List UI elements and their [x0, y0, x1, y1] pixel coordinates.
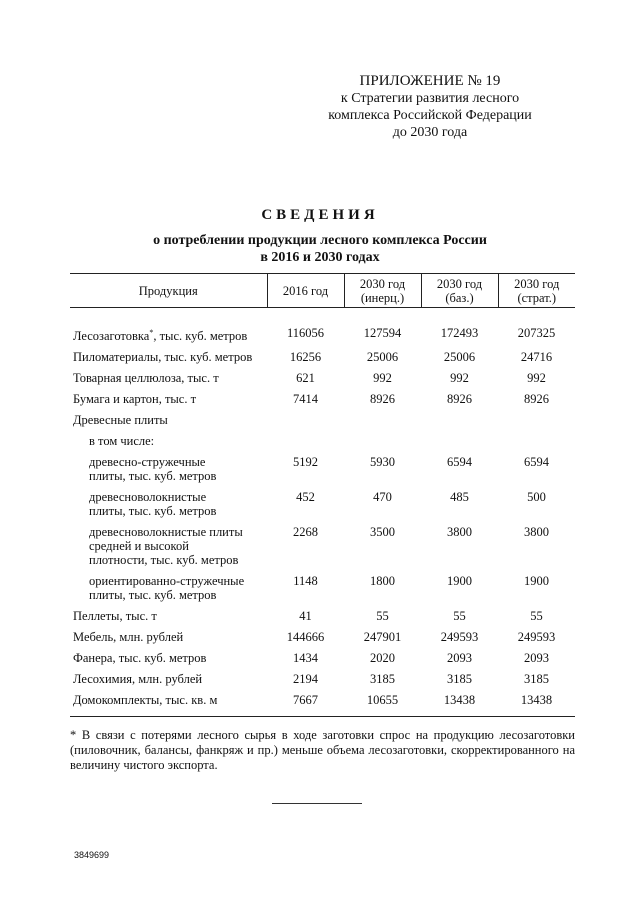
cell-2030-strategic: 2093 [524, 651, 549, 666]
footnote: * В связи с потерями лесного сырья в ходе заготовки спрос на продукцию лесозаготовки (пиловочник, балансы, фанкряж и пр.) меньше объема лесозаготовки, скорректированного на величину чистого экспорта. [70, 728, 575, 772]
cell-2016: 2194 [293, 672, 318, 687]
cell-2030-inertial: 55 [376, 609, 389, 624]
col-header-2030-strategic: 2030 год (страт.) [498, 274, 575, 308]
row-label: древесноволокнистые плиты, тыс. куб. метров [89, 490, 217, 519]
cell-2030-base: 3800 [447, 525, 472, 540]
row-label: Пиломатериалы, тыс. куб. метров [73, 350, 253, 365]
table-row [70, 522, 575, 571]
cell-2030-base: 249593 [440, 630, 479, 645]
cell-2016: 7667 [267, 690, 344, 717]
cell-2030-inertial: 3500 [370, 525, 395, 540]
cell-2016: 621 [296, 371, 315, 386]
table-row [70, 648, 575, 669]
footnote-mark: * [149, 328, 154, 337]
cell-2030-strategic: 8926 [524, 392, 549, 407]
cell-2030-inertial: 2020 [370, 651, 395, 666]
row-label: Лесозаготовка*, тыс. куб. метров [73, 328, 248, 344]
cell-2016: 144666 [286, 630, 325, 645]
row-label: Мебель, млн. рублей [73, 630, 184, 645]
col-header-product: Продукция [70, 274, 267, 308]
row-label: Древесные плиты [73, 413, 168, 428]
subtitle-line-2: в 2016 и 2030 годах [260, 250, 380, 265]
cell-2030-inertial: 247901 [363, 630, 402, 645]
row-label: Домокомплекты, тыс. кв. м [70, 690, 267, 717]
cell-2030-base: 25006 [443, 350, 476, 365]
table-row [70, 323, 575, 347]
cell-2030-base: 992 [450, 371, 469, 386]
cell-2030-inertial: 470 [373, 490, 392, 505]
cell-2016: 1434 [293, 651, 318, 666]
cell-2030-base: 485 [450, 490, 469, 505]
table-row [70, 669, 575, 690]
appendix-header [300, 73, 560, 141]
row-label: ориентированно-стружечные плиты, тыс. куб. метров [89, 574, 245, 603]
cell-2030-inertial: 5930 [370, 455, 395, 470]
table-row [70, 487, 575, 522]
cell-2016: 1148 [293, 574, 318, 589]
cell-2030-strategic: 207325 [517, 326, 556, 340]
appendix-line-3: комплекса Российской Федерации [328, 108, 532, 123]
cell-2030-base: 55 [453, 609, 466, 624]
cell-2030-inertial: 127594 [363, 326, 402, 340]
cell-2030-strategic: 249593 [517, 630, 556, 645]
table-row [70, 571, 575, 606]
table-row [70, 606, 575, 627]
document-number: 3849699 [74, 850, 110, 860]
table-row [70, 431, 575, 452]
table-row [70, 627, 575, 648]
cell-2016: 452 [296, 490, 315, 505]
cell-2030-base: 8926 [447, 392, 472, 407]
cell-2030-inertial: 8926 [370, 392, 395, 407]
table-row [70, 368, 575, 389]
appendix-line-2: к Стратегии развития лесного [340, 91, 520, 106]
row-label: древесно-стружечные плиты, тыс. куб. метров [89, 455, 217, 484]
document-subtitle [0, 232, 640, 266]
cell-2030-base: 1900 [447, 574, 472, 589]
row-label: Товарная целлюлоза, тыс. т [73, 371, 219, 386]
cell-2016: 41 [299, 609, 312, 624]
cell-2030-strategic: 992 [527, 371, 546, 386]
cell-2030-strategic: 500 [527, 490, 546, 505]
cell-2030-base: 2093 [447, 651, 472, 666]
cell-2030-inertial: 25006 [366, 350, 399, 365]
end-divider [272, 803, 362, 804]
table-row [70, 690, 575, 717]
cell-2030-base: 13438 [421, 690, 498, 717]
table-header-row [70, 274, 575, 308]
appendix-line-4: до 2030 года [392, 125, 468, 140]
cell-2030-inertial: 1800 [370, 574, 395, 589]
row-label: древесноволокнистые плиты средней и высокой плотности, тыс. куб. метров [89, 525, 243, 568]
row-sublabel: в том числе: [89, 434, 155, 449]
col-header-2030-base: 2030 год (баз.) [421, 274, 498, 308]
cell-2016: 5192 [293, 455, 318, 470]
table-row [70, 410, 575, 431]
cell-2030-strategic: 1900 [524, 574, 549, 589]
row-label: Фанера, тыс. куб. метров [73, 651, 207, 666]
cell-2030-base: 172493 [440, 326, 479, 340]
table-row [70, 389, 575, 410]
row-label: Пеллеты, тыс. т [73, 609, 157, 624]
subtitle-line-1: о потреблении продукции лесного комплекса России [153, 233, 487, 248]
cell-2030-inertial: 3185 [370, 672, 395, 687]
cell-2030-strategic: 3185 [524, 672, 549, 687]
document-title: СВЕДЕНИЯ [261, 207, 379, 223]
cell-2016: 16256 [289, 350, 322, 365]
cell-2016: 116056 [286, 326, 325, 340]
cell-2030-strategic: 13438 [498, 690, 575, 717]
table-row [70, 347, 575, 368]
row-label: Бумага и картон, тыс. т [73, 392, 197, 407]
row-label: Лесохимия, млн. рублей [73, 672, 203, 687]
cell-2030-inertial: 10655 [344, 690, 421, 717]
cell-2030-inertial: 992 [373, 371, 392, 386]
table-row [70, 452, 575, 487]
col-header-2016: 2016 год [267, 274, 344, 308]
cell-2030-strategic: 6594 [524, 455, 549, 470]
cell-2016: 7414 [293, 392, 318, 407]
cell-2030-strategic: 55 [530, 609, 543, 624]
col-header-2030-inertial: 2030 год (инерц.) [344, 274, 421, 308]
cell-2030-strategic: 3800 [524, 525, 549, 540]
cell-2030-base: 6594 [447, 455, 472, 470]
cell-2030-strategic: 24716 [520, 350, 553, 365]
cell-2016: 2268 [293, 525, 318, 540]
appendix-number: ПРИЛОЖЕНИЕ № 19 [359, 73, 501, 89]
cell-2030-base: 3185 [447, 672, 472, 687]
consumption-table [70, 273, 575, 717]
